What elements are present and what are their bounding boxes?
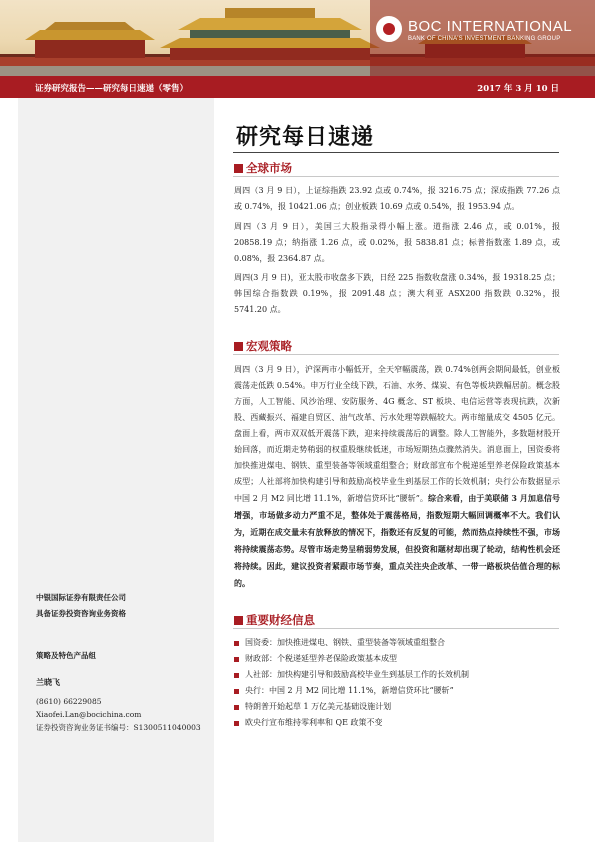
analyst-cert: 证券投资咨询业务证书编号：S1300511040003 — [36, 723, 201, 732]
news-text: 欧央行宣布维持零利率和 QE 政策不变 — [245, 718, 383, 727]
list-item — [234, 699, 560, 715]
news-list — [234, 635, 560, 731]
global-para-2: 周四（3 月 9 日），美国三大股指录得小幅上涨。道指涨 2.46 点，或 0.01%，报 20858.19 点；纳指涨 1.26 点，或 0.02%，报 5838.81 点；标普指数涨 1.89 点，或 0.08%，报 2364.87 点。 — [234, 222, 560, 263]
list-item — [234, 715, 560, 731]
global-para-3: 周四(3 月 9 日)，亚太股市收盘多下跌，日经 225 指数收盘涨 0.34%，报 19318.25 点；韩国综合指数跌 0.19%，报 2091.48 点；澳大利亚 ASX200 指数跌 0.32%，报 5741.20 点。 — [234, 273, 560, 314]
section-heading-global — [234, 160, 292, 176]
analyst-contact — [36, 676, 201, 734]
report-bar — [0, 76, 595, 98]
news-text: 特朗普开始起草 1 万亿美元基础设施计划 — [245, 702, 392, 711]
page-title: 研究每日速递 — [236, 124, 375, 150]
square-bullet-icon — [234, 342, 243, 351]
section-title: 宏观策略 — [246, 339, 292, 353]
list-item — [234, 683, 560, 699]
list-item — [234, 667, 560, 683]
global-para-1: 周四（3 月 9 日），上证综指跌 23.92 点或 0.74%，报 3216.75 点；深成指跌 77.26 点或 0.74%，报 10421.06 点；创业板跌 10.69 点或 0.54%，报 1953.94 点。 — [234, 186, 560, 211]
news-text: 央行：中国 2 月 M2 同比增 11.1%，新增信贷环比“腰斩” — [245, 686, 454, 695]
section-divider — [233, 628, 559, 629]
report-type: 证券研究报告——研究每日速递（零售） — [35, 84, 189, 94]
list-item — [234, 651, 560, 667]
square-bullet-icon — [234, 616, 243, 625]
brand-block — [376, 16, 588, 56]
boc-logo-icon — [376, 16, 402, 42]
macro-text: 周四（3 月 9 日），沪深两市小幅低开，全天窄幅震荡，跌 0.74%创两会期间最低，创业板震荡走低跌 0.54%。申万行业全线下跌，石油、水务、煤炭、有色等板块跌幅居前。概念股方面，人工智能、风沙治理、安防服务、4G 概念、ST 板块、电信运营等表现抗跌，次新股、西藏振兴、福建自贸区、油气改革、污水处理等跌幅较大。两市缩量成交 4505 亿元。盘面上看，两市双双低开震荡下跌，迎来持续震荡后的调整。除人工智能外，多数题材股开始回落，而近期走势稍弱的权重股继续低迷，市场短期热点骤然消失。消息面上，国资委将加快推进煤电、钢铁、重型装备等领域重组整合；财政部宣布个税递延型养老保险政策基本成型；人社部将加快构建引导和鼓励高校毕业生到基层工作的长效机制；央行公布数据显示中国 2 月 M2 同比增 11.1%，新增信贷环比“腰斩”。 — [234, 365, 560, 503]
team-name: 策略及特色产品组 — [36, 651, 96, 660]
square-bullet-icon — [234, 705, 239, 710]
square-bullet-icon — [234, 164, 243, 173]
header-banner — [0, 0, 595, 76]
news-text: 财政部：个税递延型养老保险政策基本成型 — [245, 654, 397, 663]
sidebar-team — [36, 648, 96, 663]
company-name: 中银国际证券有限责任公司 — [36, 593, 126, 602]
macro-conclusion: 综合来看，由于美联储 3 月加息信号增强，市场做多动力严重不足，整体处于震荡格局，指数短期大幅回调概率不大。我们认为，近期在成交量未有放释放的情况下，指数还有反复的可能，然而热点持续性不强，市场将持续震荡态势。尽管市场走势呈稍弱势发展，但投资和题材却出现了轮动，结构性机会还将持续。因此，建议投资者紧跟市场节奏，重点关注央企改革、一带一路板块估值合理的标的。 — [234, 493, 560, 588]
brand-tagline: BANK OF CHINA'S INVESTMENT BANKING GROUP — [408, 36, 561, 42]
sidebar-company — [36, 590, 126, 622]
square-bullet-icon — [234, 641, 239, 646]
section-title: 全球市场 — [246, 161, 292, 175]
section-title: 重要财经信息 — [246, 613, 315, 627]
list-item — [234, 635, 560, 651]
analyst-email[interactable]: Xiaofei.Lan@bocichina.com — [36, 710, 142, 719]
section-heading-news — [234, 612, 315, 628]
square-bullet-icon — [234, 689, 239, 694]
title-divider — [233, 152, 559, 153]
news-text: 国资委：加快推进煤电、钢铁、重型装备等领域重组整合 — [245, 638, 445, 647]
section-heading-macro — [234, 338, 292, 354]
company-qualification: 具备证券投资咨询业务资格 — [36, 609, 126, 618]
brand-name: BOC INTERNATIONAL — [408, 18, 573, 35]
report-date: 2017 年 3 月 10 日 — [477, 84, 559, 94]
section-divider — [233, 176, 559, 177]
macro-paragraph — [234, 362, 560, 592]
analyst-phone: (8610) 66229085 — [36, 697, 102, 706]
square-bullet-icon — [234, 657, 239, 662]
news-text: 人社部：加快构建引导和鼓励高校毕业生到基层工作的长效机制 — [245, 670, 469, 679]
analyst-name: 兰晓飞 — [36, 677, 60, 687]
square-bullet-icon — [234, 673, 239, 678]
section-divider — [233, 354, 559, 355]
square-bullet-icon — [234, 721, 239, 726]
